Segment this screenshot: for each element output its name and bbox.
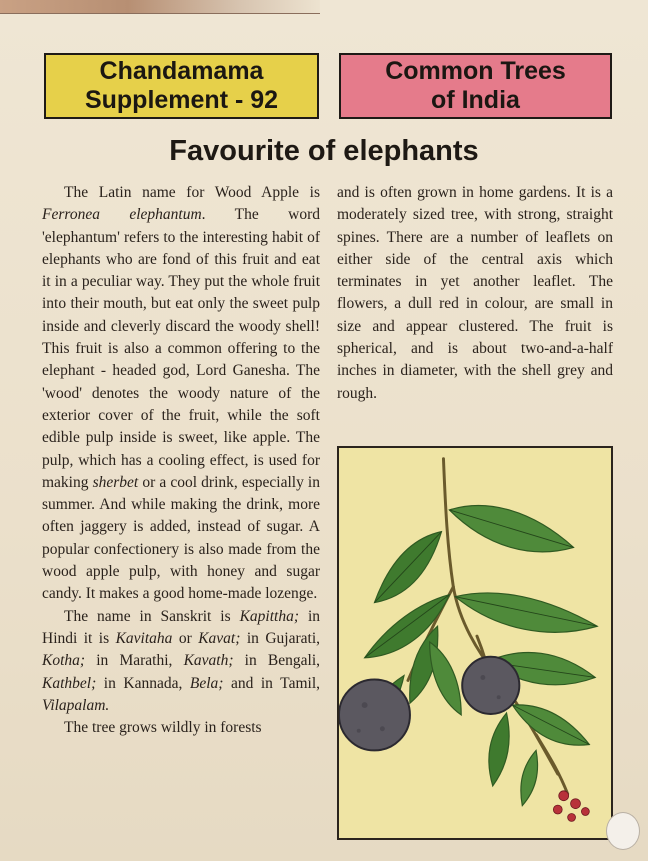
wood-apple-fruit-right [462, 657, 519, 714]
name-sanskrit: Kapittha; [239, 607, 299, 625]
leaf-9 [489, 713, 509, 786]
sherbet-term: sherbet [92, 473, 139, 491]
wood-apple-drawing [339, 448, 611, 838]
name-gujarati: Kotha; [42, 652, 86, 670]
wood-apple-illustration [337, 446, 613, 840]
paragraph-latin-name: The Latin name for Wood Apple is Ferronea elephantum. The word 'elephantum' refers to the interesting habit of elephants who are fond of this fruit and eat it in a peculiar way. They put the whole fruit into their mouth, but eat only the sweet pulp inside and cleverly discard the woody shell! This fruit is also a common offering to the elephant - headed god, Lord Ganesha. The 'wood' denotes the woody nature of the exterior cover of the fruit, while the soft edible pulp inside is sweet, like apple. The pulp, which has a cooling effect, is used for making sherbet or a cool drink, especially in summer. And while making the drink, more often jaggery is added, instead of sugar. A popular confectionery is also made from the wood apple pulp, with honey and sugar candy. It makes a good home-made lozenge. [42, 184, 320, 603]
flower-cluster [553, 791, 589, 822]
supplement-line-2: Supplement - 92 [84, 86, 279, 114]
wood-apple-fruit-left [339, 679, 410, 750]
series-line-2: of India [431, 86, 520, 114]
leaf-7 [430, 642, 462, 715]
leaf-11 [521, 750, 538, 805]
right-column [337, 182, 613, 405]
name-hindi-1: Kavitaha [115, 629, 173, 647]
paragraph-local-names: The name in Sanskrit is Kapittha; in Hindi it is Kavitaha or Kavat; in Gujarati, Kotha; in Marathi, Kavath; in Bengali, Kathbel; in Kannada, Bela; and in Tamil, Vilapalam. [42, 607, 320, 714]
series-line-1: Common Trees [385, 57, 566, 85]
supplement-line-1: Chandamama [99, 57, 264, 85]
left-column [42, 182, 320, 739]
article-title: Favourite of elephants [169, 135, 479, 167]
name-kannada: Bela; [189, 674, 224, 692]
torn-page-strip [0, 0, 320, 14]
name-marathi: Kavath; [183, 652, 234, 670]
watermark-stamp [606, 812, 640, 850]
name-hindi-2: Kavat; [198, 629, 241, 647]
paragraph-habitat-continued: and is often grown in home gardens. It is a moderately sized tree, with strong, straight spines. There are a number of leaflets on either side of the central axis which terminates in yet another leaflet. The flowers, a dull red in colour, are small in size and appear clustered. The fruit is spherical, and is about two-and-a-half inches in diameter, with the shell grey and rough. [337, 184, 613, 402]
supplement-label-box [44, 53, 319, 119]
latin-name: Ferronea elephantum [42, 206, 202, 224]
series-label-box [339, 53, 612, 119]
paragraph-habitat-start: The tree grows wildly in forests [64, 719, 262, 737]
name-tamil: Vilapalam. [42, 696, 110, 714]
leaf-3 [455, 593, 597, 632]
name-bengali: Kathbel; [42, 674, 97, 692]
